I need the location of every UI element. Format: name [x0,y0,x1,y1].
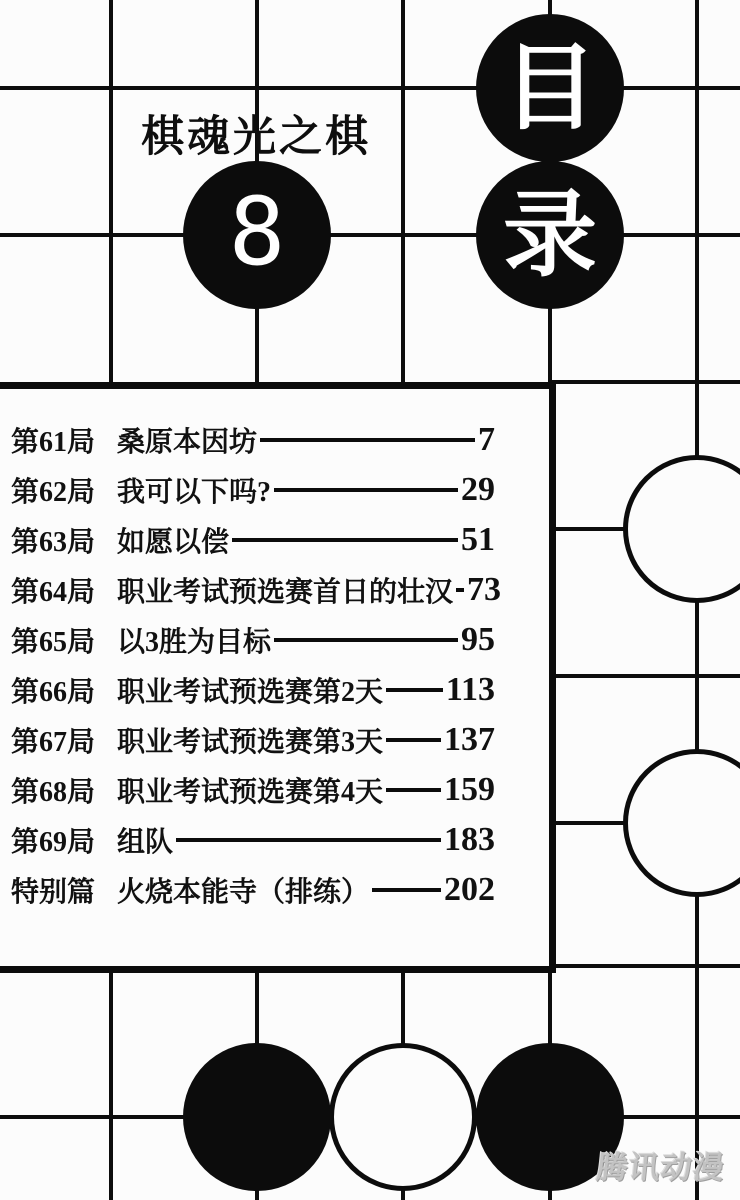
toc-chapter-title: 职业考试预选赛第2天 [117,677,384,708]
toc-chapter-title: 职业考试预选赛首日的壮汉 [117,577,454,608]
toc-chapter-title: 桑原本因坊 [117,427,258,458]
toc-leader-line [386,738,441,742]
toc-leader-line [260,438,475,442]
grid-line-horizontal [552,964,740,968]
toc-char-top: 目 [502,33,597,143]
toc-char-stone-top [476,14,624,162]
toc-entry [11,665,495,715]
toc-entry [11,615,495,665]
toc-char-bottom: 录 [502,180,597,290]
grid-line-horizontal [552,674,740,678]
toc-chapter-label: 第69局 [11,827,96,858]
grid-line-horizontal [552,380,740,384]
toc-chapter-title: 以3胜为目标 [117,627,272,658]
toc-leader-line [456,588,464,592]
toc-entry [11,865,495,915]
toc-chapter-label: 第63局 [11,527,96,558]
toc-page-number: 51 [461,521,495,558]
toc-leader-line [274,638,458,642]
toc-chapter-title: 如愿以偿 [117,527,230,558]
toc-chapter-title: 职业考试预选赛第4天 [117,777,384,808]
black-stone [183,1043,331,1191]
toc-entry [11,815,495,865]
toc-leader-line [176,838,441,842]
toc-chapter-title: 火烧本能寺（排练） [117,877,370,908]
series-title: 棋魂光之棋 [141,114,371,161]
volume-number: 8 [228,178,286,287]
toc-page-number: 113 [445,671,495,708]
toc-leader-line [232,538,458,542]
toc-page-number: 73 [467,571,502,608]
toc-chapter-label: 第68局 [11,777,96,808]
toc-panel [0,382,556,973]
grid-line-vertical [401,0,405,384]
white-stone [329,1043,477,1191]
toc-entry [11,765,495,815]
toc-chapter-label: 第62局 [11,477,96,508]
toc-page-number: 183 [444,821,495,858]
toc-entry [11,515,495,565]
toc-chapter-label: 第67局 [11,727,96,758]
grid-line-horizontal [0,233,740,237]
grid-line-vertical [109,0,113,384]
toc-entry [11,415,495,465]
toc-chapter-label: 第65局 [11,627,96,658]
toc-leader-line [274,488,458,492]
toc-chapter-label: 第61局 [11,427,96,458]
toc-entry [11,565,502,615]
grid-line-horizontal [0,86,740,90]
toc-chapter-title: 组队 [117,827,174,858]
toc-chapter-label: 第64局 [11,577,96,608]
white-stone [623,455,740,603]
toc-page-number: 7 [478,421,495,458]
white-stone [623,749,740,897]
toc-chapter-title: 职业考试预选赛第3天 [117,727,384,758]
toc-leader-line [386,788,441,792]
toc-page-number: 95 [461,621,495,658]
publisher-watermark: 腾讯动漫 [594,1150,727,1185]
toc-page-number: 137 [444,721,495,758]
toc-leader-line [372,888,441,892]
toc-leader-line [386,688,443,692]
toc-page-number: 159 [444,771,495,808]
toc-page-number: 202 [444,871,495,908]
toc-page-number: 29 [461,471,495,508]
toc-char-stone-bottom [476,161,624,309]
toc-chapter-label: 第66局 [11,677,96,708]
toc-chapter-title: 我可以下吗? [117,477,272,508]
toc-entry [11,465,495,515]
toc-chapter-label: 特别篇 [11,877,96,908]
toc-entry [11,715,495,765]
grid-line-vertical [109,968,113,1200]
volume-stone [183,161,331,309]
